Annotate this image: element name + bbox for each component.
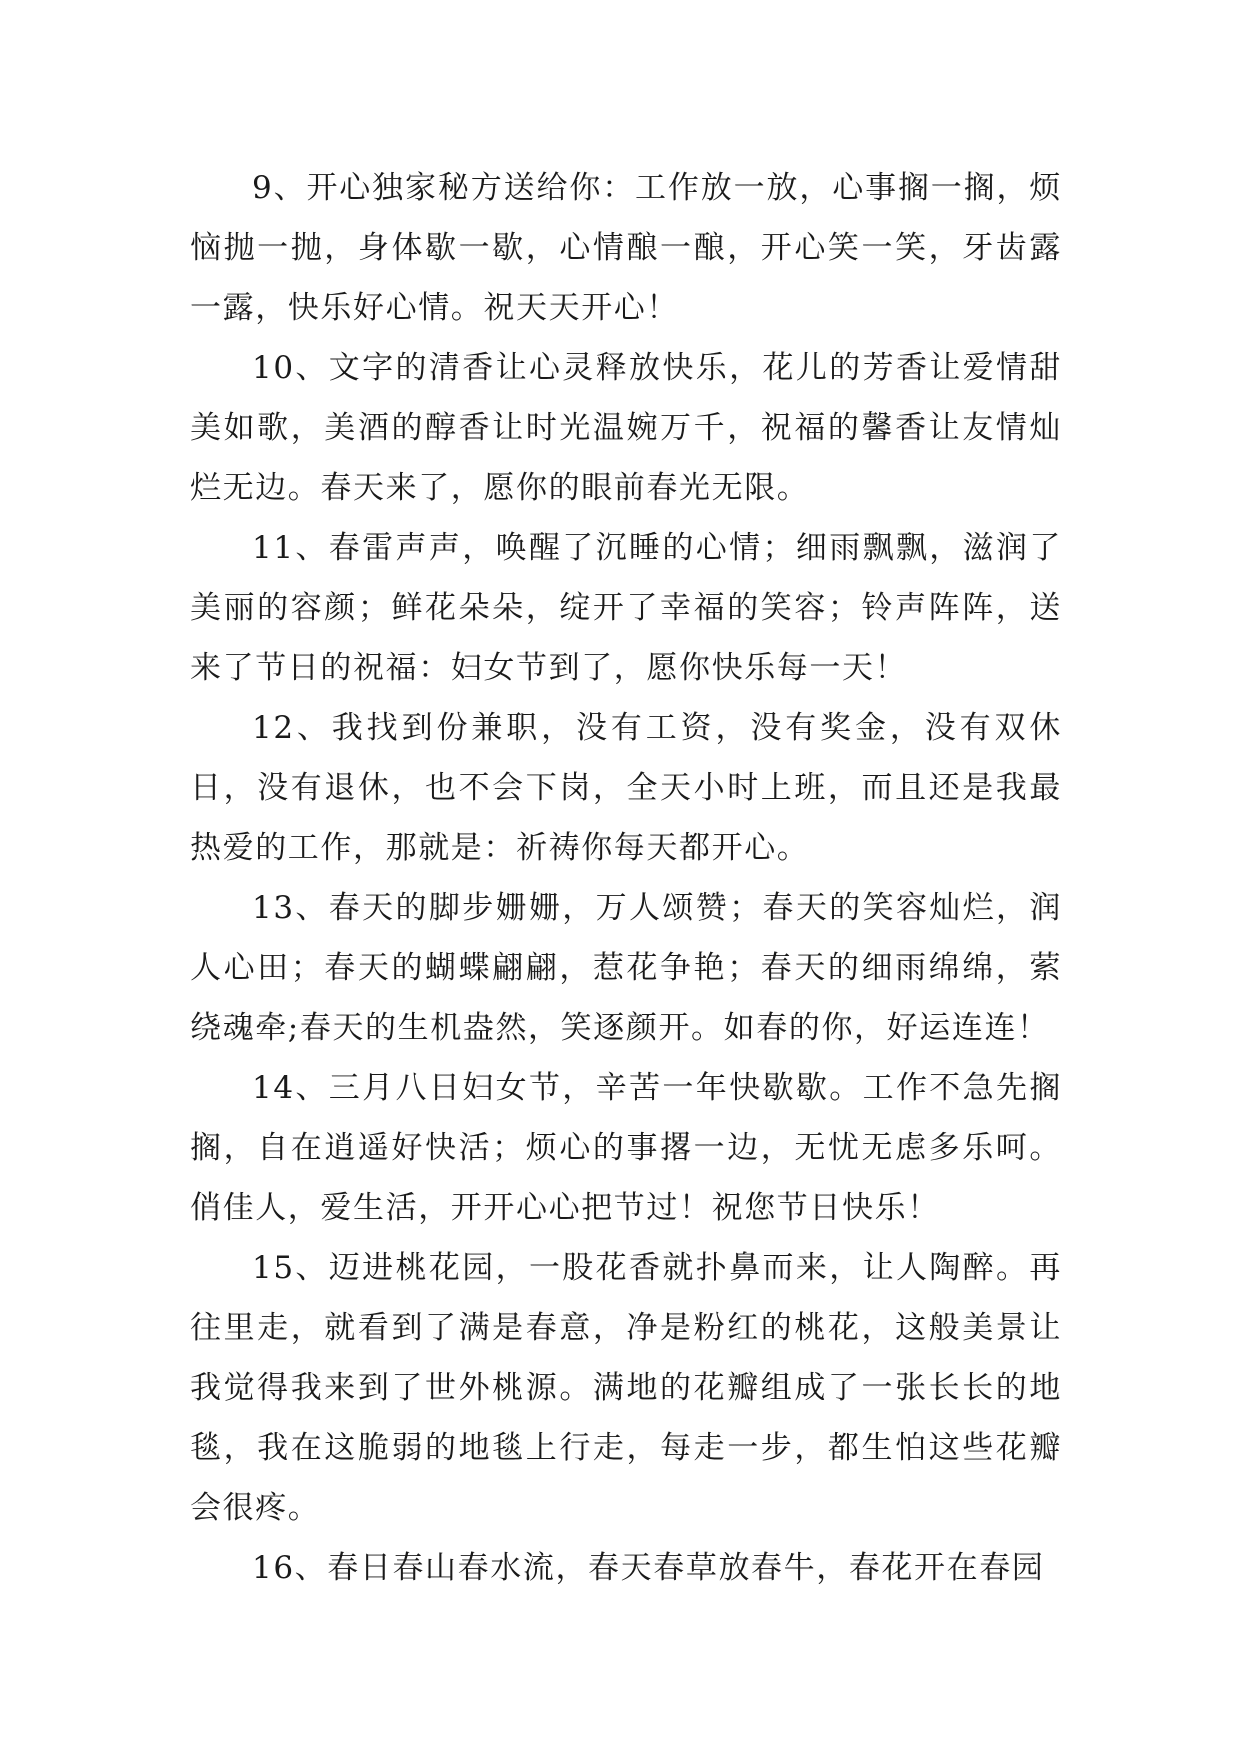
paragraph-16: 16、春日春山春水流，春天春草放春牛，春花开在春园 bbox=[252, 1550, 1045, 1586]
paragraph-11: 11、春雷声声，唤醒了沉睡的心情；细雨飘飘，滋润了美丽的容颜；鲜花朵朵，绽开了幸福的笑容；铃声阵阵，送来了节日的祝福：妇女节到了，愿你快乐每一天！ bbox=[190, 530, 1062, 686]
paragraph-12: 12、我找到份兼职，没有工资，没有奖金，没有双休日，没有退休，也不会下岗，全天小时上班，而且还是我最热爱的工作，那就是：祈祷你每天都开心。 bbox=[190, 710, 1062, 866]
paragraph-9: 9、开心独家秘方送给你：工作放一放，心事搁一搁，烦恼抛一抛，身体歇一歇，心情酿一酿，开心笑一笑，牙齿露一露，快乐好心情。祝天天开心！ bbox=[190, 170, 1062, 326]
paragraph-15: 15、迈进桃花园，一股花香就扑鼻而来，让人陶醉。再往里走，就看到了满是春意，净是粉红的桃花，这般美景让我觉得我来到了世外桃源。满地的花瓣组成了一张长长的地毯，我在这脆弱的地毯上行走，每走一步，都生怕这些花瓣会很疼。 bbox=[190, 1250, 1062, 1526]
paragraph-13: 13、春天的脚步姗姗，万人颂赞；春天的笑容灿烂，润人心田；春天的蝴蝶翩翩，惹花争艳；春天的细雨绵绵，萦绕魂牵;春天的生机盎然，笑逐颜开。如春的你，好运连连！ bbox=[190, 890, 1062, 1046]
paragraph-10: 10、文字的清香让心灵释放快乐，花儿的芳香让爱情甜美如歌，美酒的醇香让时光温婉万千，祝福的馨香让友情灿烂无边。春天来了，愿你的眼前春光无限。 bbox=[190, 350, 1062, 506]
paragraph-14: 14、三月八日妇女节，辛苦一年快歇歇。工作不急先搁搁，自在逍遥好快活；烦心的事撂一边，无忧无虑多乐呵。俏佳人，爱生活，开开心心把节过！祝您节日快乐！ bbox=[190, 1070, 1062, 1226]
document-body bbox=[190, 158, 1062, 1598]
